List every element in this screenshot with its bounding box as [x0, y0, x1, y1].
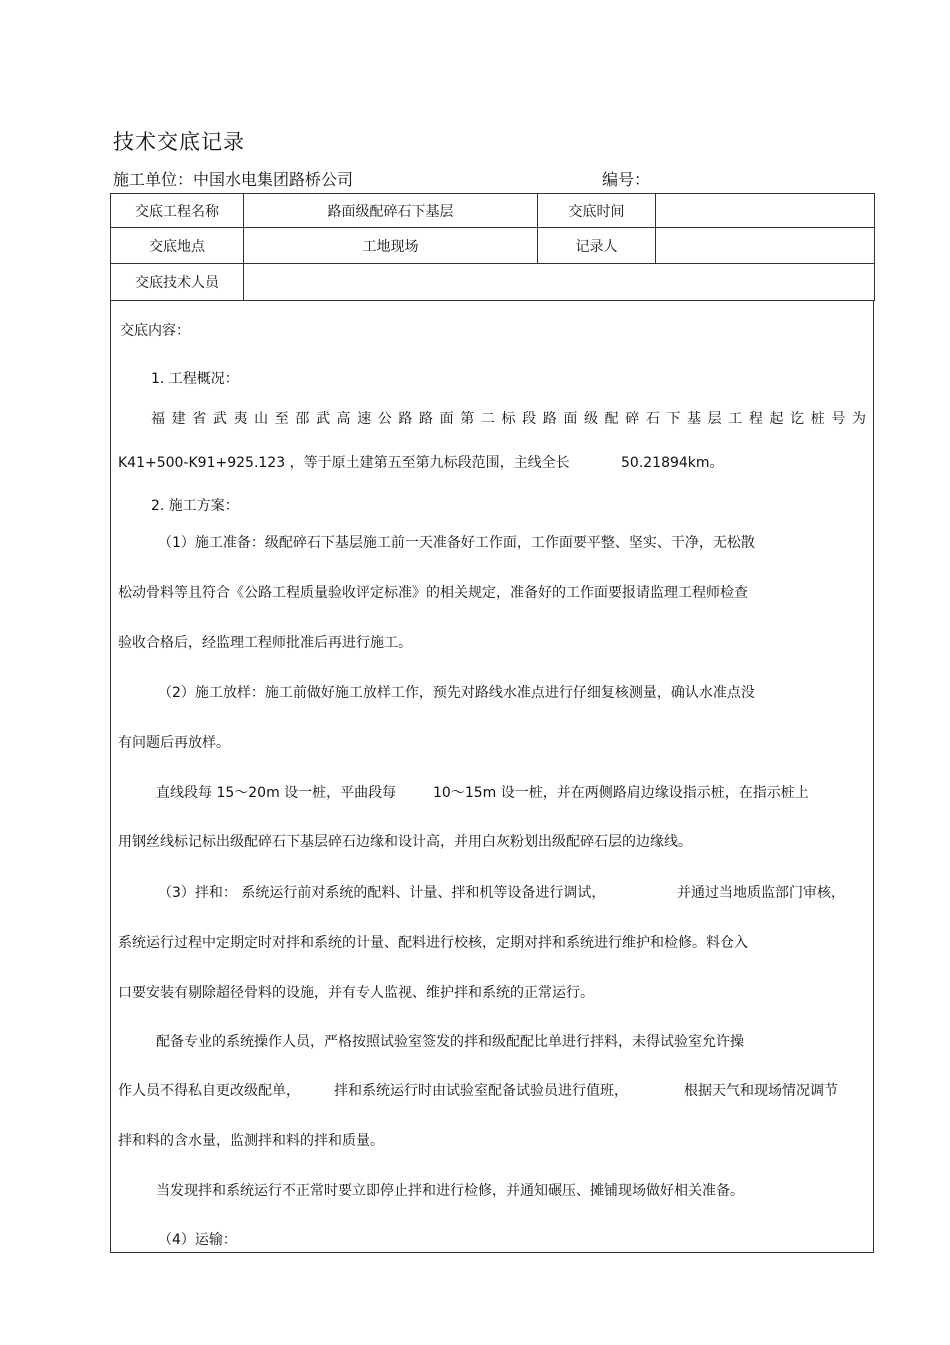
- paragraph-line: 松动骨料等且符合《公路工程质量验收评定标准》的相关规定，准备好的工作面要报请监理工程师检查: [118, 585, 748, 601]
- technical-staff-value: [244, 264, 875, 301]
- recorder-label: 记录人: [538, 228, 656, 264]
- paragraph-line: 系统运行过程中定期定时对拌和系统的计量、配料进行校核，定期对拌和系统进行维护和检修。料仓入: [118, 935, 748, 951]
- disclosure-time-value: [656, 194, 875, 228]
- paragraph-line: （2）施工放样：施工前做好施工放样工作，预先对路线水准点进行仔细复核测量，确认水准点没: [158, 685, 755, 701]
- paragraph-line: 用钢丝线标记标出级配碎石下基层碎石边缘和设计高，并用白灰粉划出级配碎石层的边缘线。: [118, 834, 692, 850]
- disclosure-time-label: 交底时间: [538, 194, 656, 228]
- disclosure-content-box: [110, 301, 874, 1253]
- technical-staff-label: 交底技术人员: [111, 264, 244, 301]
- paragraph-line: 验收合格后，经监理工程师批准后再进行施工。: [118, 635, 412, 651]
- paragraph-line: 根据天气和现场情况调节: [684, 1083, 838, 1099]
- paragraph-line: 10～15m 设一桩，并在两侧路肩边缘设指示桩，在指示桩上: [433, 785, 809, 801]
- paragraph-line: 作人员不得私自更改级配单，: [118, 1083, 300, 1099]
- paragraph-line: 50.21894km。: [621, 455, 724, 471]
- construction-unit: 施工单位：中国水电集团路桥公司: [113, 170, 354, 189]
- project-name-value: 路面级配碎石下基层: [244, 194, 538, 228]
- content-heading: 交底内容：: [120, 323, 190, 339]
- paragraph-line: 福建省武夷山至邵武高速公路路面第二标段路面级配碎石下基层工程起讫桩号为: [151, 411, 866, 427]
- paragraph-line: 并通过当地质监部门审核，: [677, 885, 845, 901]
- disclosure-info-table: [110, 193, 875, 301]
- paragraph-line: 拌和系统运行时由试验室配备试验员进行值班，: [334, 1083, 628, 1099]
- table-row: [111, 228, 875, 264]
- serial-number-label: 编号：: [602, 170, 651, 189]
- project-name-label: 交底工程名称: [111, 194, 244, 228]
- paragraph-line: 配备专业的系统操作人员，严格按照试验室签发的拌和级配配比单进行拌料，未得试验室允许操: [156, 1034, 744, 1050]
- paragraph-line: （1）施工准备：级配碎石下基层施工前一天准备好工作面，工作面要平整、坚实、干净，无松散: [158, 535, 755, 551]
- document-title: 技术交底记录: [113, 130, 245, 154]
- paragraph-line: 直线段每 15～20m 设一桩，平曲段每: [156, 785, 397, 801]
- table-row: [111, 194, 875, 228]
- section-2-title: 2. 施工方案：: [151, 498, 239, 514]
- section-1-title: 1. 工程概况：: [151, 371, 239, 387]
- recorder-value: [656, 228, 875, 264]
- paragraph-line: K41+500-K91+925.123 ，等于原土建第五至第九标段范围，主线全长: [118, 455, 570, 471]
- location-label: 交底地点: [111, 228, 244, 264]
- paragraph-line: 拌和料的含水量，监测拌和料的拌和质量。: [118, 1133, 384, 1149]
- location-value: 工地现场: [244, 228, 538, 264]
- table-row: [111, 264, 875, 301]
- paragraph-line: （3）拌和： 系统运行前对系统的配料、计量、拌和机等设备进行调试，: [158, 885, 606, 901]
- paragraph-line: 口要安装有剔除超径骨料的设施，并有专人监视、维护拌和系统的正常运行。: [118, 985, 594, 1001]
- paragraph-line: 有问题后再放样。: [118, 735, 230, 751]
- paragraph-line: 当发现拌和系统运行不正常时要立即停止拌和进行检修，并通知碾压、摊铺现场做好相关准备。: [156, 1183, 744, 1199]
- paragraph-line: （4）运输：: [158, 1232, 237, 1248]
